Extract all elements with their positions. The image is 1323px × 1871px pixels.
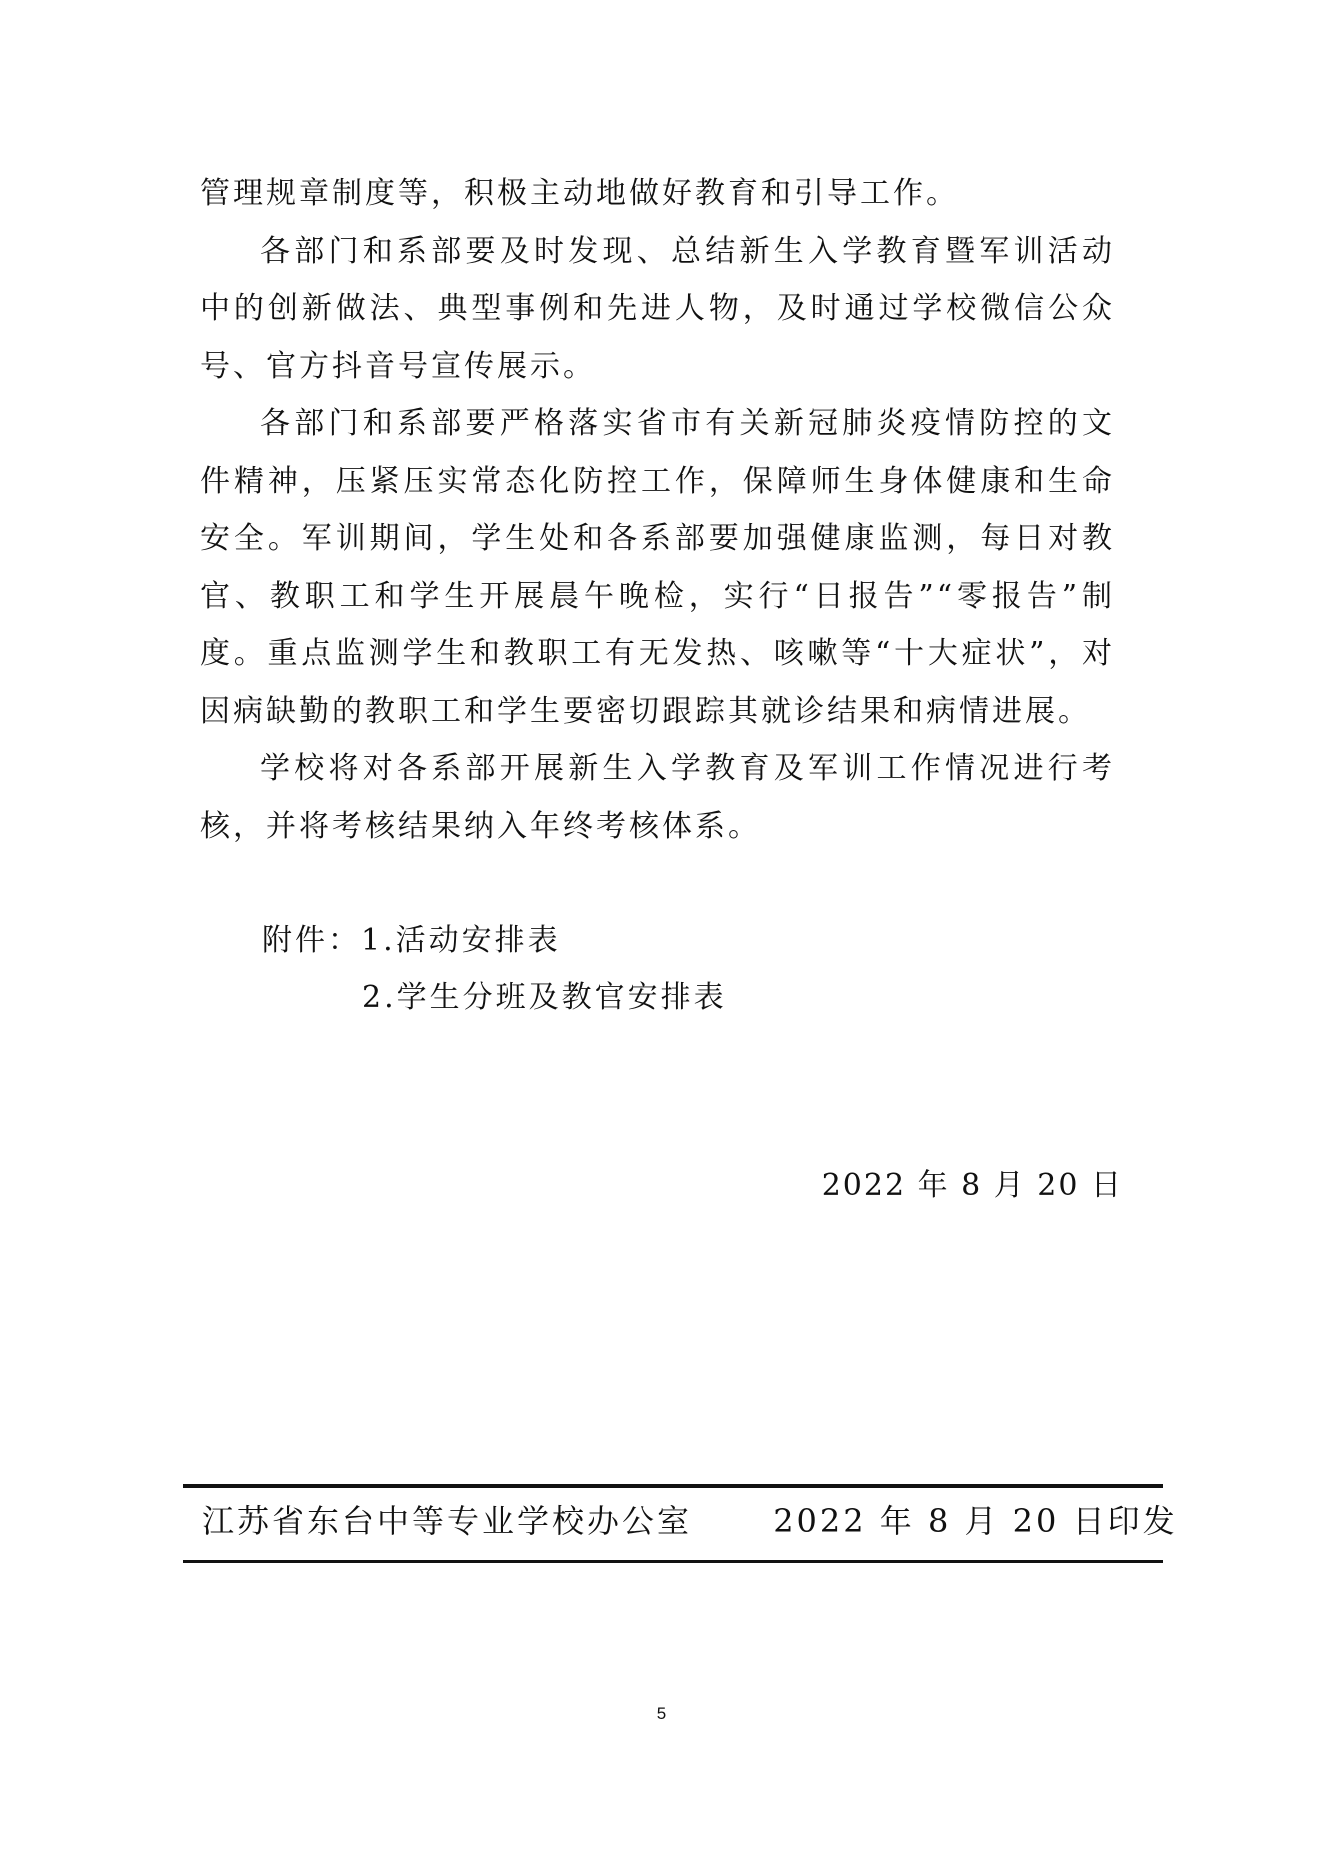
attachment-item-1: 1.活动安排表 (361, 923, 561, 958)
footer-top-rule (183, 1484, 1163, 1488)
attachment-row-2 (262, 969, 727, 1026)
document-date: 2022 年 8 月 20 日 (821, 1168, 1123, 1203)
page-number: 5 (656, 1704, 667, 1723)
footer-issuance-line (202, 1496, 1178, 1542)
attachments-label: 附件： (262, 923, 361, 958)
paragraph-publicity: 各部门和系部要及时发现、总结新生入学教育暨军训活动中的创新做法、典型事例和先进人物，及时通过学校微信公众号、官方抖音号宣传展示。 (200, 233, 1115, 384)
footer-office: 江苏省东台中等专业学校办公室 (202, 1502, 693, 1540)
footer-issue-date: 2022 年 8 月 20 日印发 (773, 1502, 1178, 1540)
paragraph-epidemic-prevention: 各部门和系部要严格落实省市有关新冠肺炎疫情防控的文件精神，压紧压实常态化防控工作，保障师生身体健康和生命安全。军训期间，学生处和各系部要加强健康监测，每日对教官、教职工和学生开展晨午晚检，实行“日报告”“零报告”制度。重点监测学生和教职工有无发热、咳嗽等“十大症状”，对因病缺勤的教职工和学生要密切跟踪其就诊结果和病情进展。 (200, 406, 1115, 729)
body-text (200, 165, 1115, 855)
attachment-item-2: 2.学生分班及教官安排表 (362, 980, 727, 1015)
paragraph-continuation: 管理规章制度等，积极主动地做好教育和引导工作。 (200, 176, 959, 211)
attachment-row-1 (262, 912, 727, 969)
footer-bottom-rule (183, 1560, 1163, 1563)
paragraph-assessment: 学校将对各系部开展新生入学教育及军训工作情况进行考核，并将考核结果纳入年终考核体系。 (200, 751, 1115, 844)
attachments-block (262, 912, 727, 1026)
